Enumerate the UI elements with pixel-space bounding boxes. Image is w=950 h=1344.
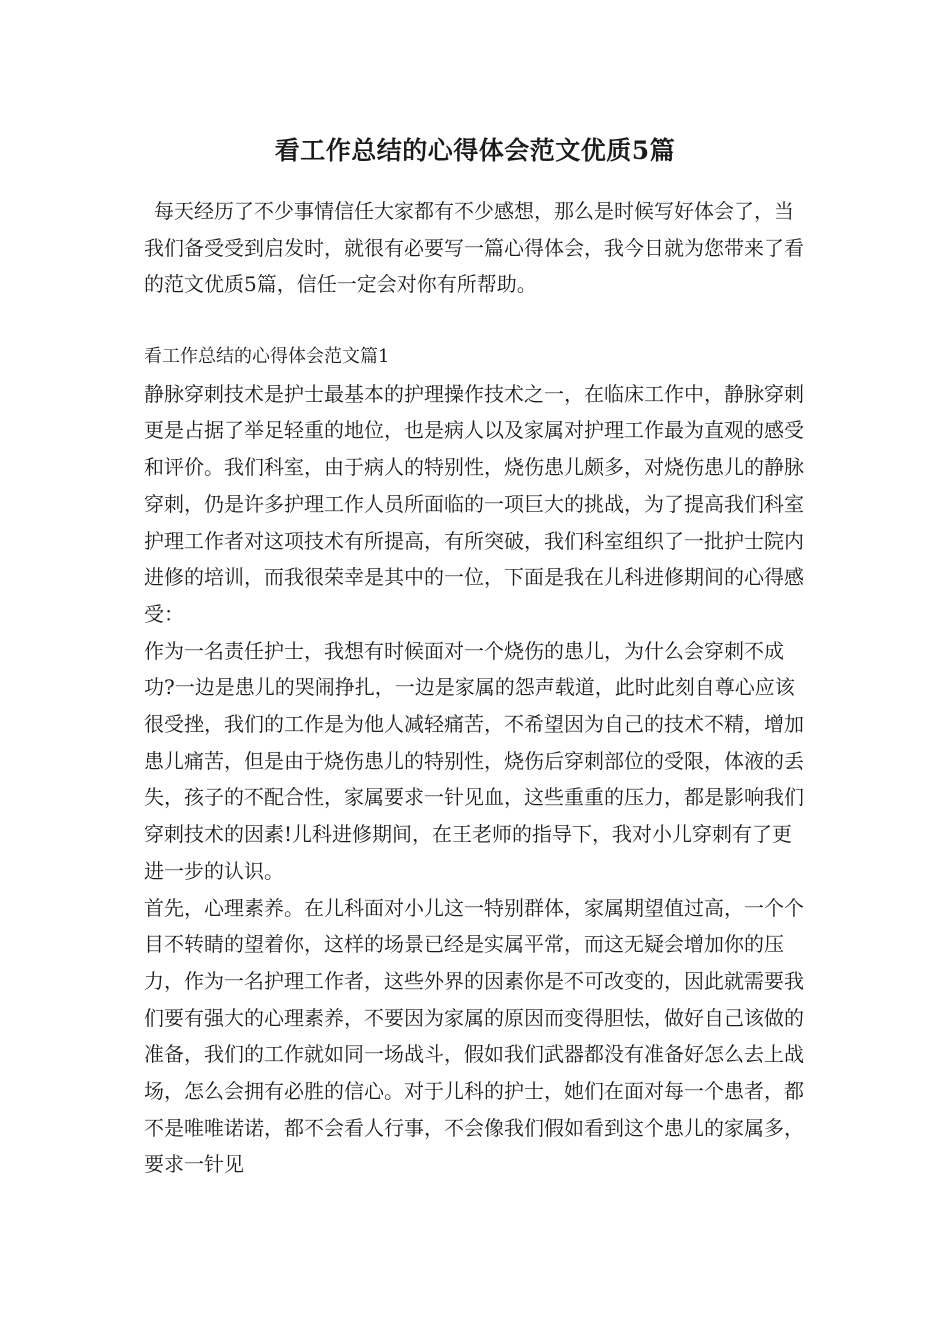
body-paragraph-3: 首先，心理素养。在儿科面对小儿这一特别群体，家属期望值过高，一个个目不转睛的望着你，这样的场景已经是实属平常，而这无疑会增加你的压力，作为一名护理工作者，这些外界的因素你是不可改变的，因此就需要我们要有强大的心理素养，不要因为家属的原因而变得胆怯，做好自己该做的准备，我们的工作就如同一场战斗，假如我们武器都没有准备好怎么去上战场，怎么会拥有必胜的信心。对于儿科的护士，她们在面对每一个患者，都不是唯唯诺诺，都不会看人行事，不会像我们假如看到这个患儿的家属多，要求一针见 <box>144 895 804 1177</box>
body-paragraph-1: 静脉穿刺技术是护士最基本的护理操作技术之一，在临床工作中，静脉穿刺更是占据了举足轻重的地位，也是病人以及家属对护理工作最为直观的感受和评价。我们科室，由于病人的特别性，烧伤患儿颇多，对烧伤患儿的静脉穿刺，仍是许多护理工作人员所面临的一项巨大的挑战，为了提高我们科室护理工作者对这项技术有所提高，有所突破，我们科室组织了一批护士院内进修的培训，而我很荣幸是其中的一位，下面是我在儿科进修期间的心得感受： <box>144 381 804 626</box>
section-heading: 看工作总结的心得体会范文篇1 <box>144 346 390 367</box>
body-paragraph-2: 作为一名责任护士，我想有时候面对一个烧伤的患儿，为什么会穿刺不成功?一边是患儿的哭闹挣扎，一边是家属的怨声载道，此时此刻自尊心应该很受挫，我们的工作是为他人减轻痛苦，不希望因为自己的技术不精，增加患儿痛苦，但是由于烧伤患儿的特别性，烧伤后穿刺部位的受限，体液的丢失，孩子的不配合性，家属要求一针见血，这些重重的压力，都是影响我们穿刺技术的因素!儿科进修期间，在王老师的指导下，我对小儿穿刺有了更进一步的认识。 <box>144 638 804 883</box>
section-1 <box>144 339 810 1183</box>
intro-paragraph: 每天经历了不少事情信任大家都有不少感想，那么是时候写好体会了，当我们备受受到启发时，就很有必要写一篇心得体会，我今日就为您带来了看的范文优质5篇，信任一定会对你有所帮助。 <box>144 199 804 297</box>
document-title: 看工作总结的心得体会范文优质5篇 <box>274 136 676 165</box>
